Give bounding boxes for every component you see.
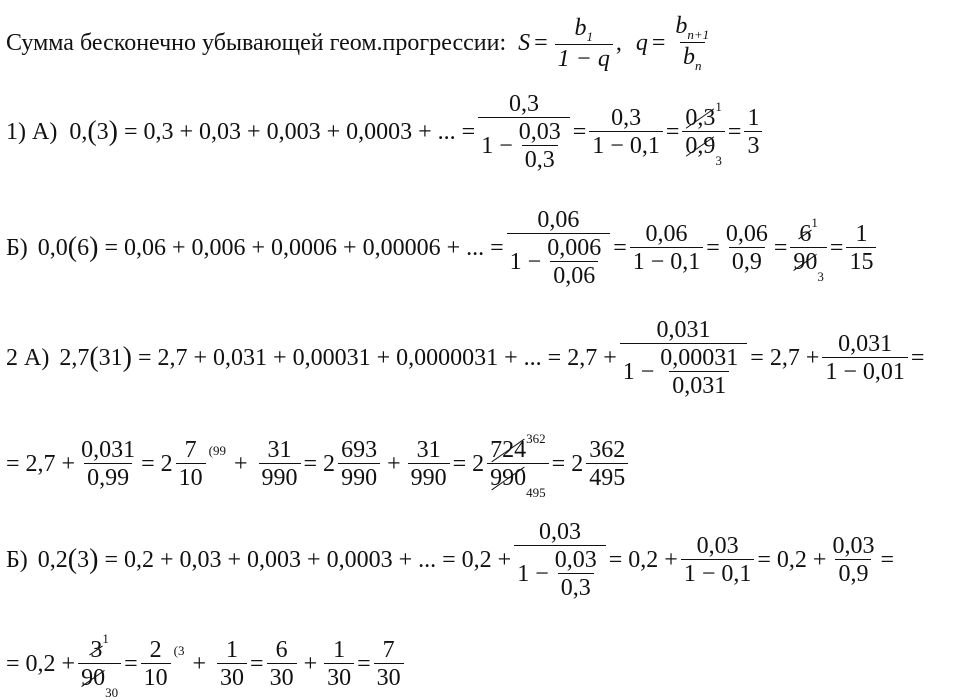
fraction <box>408 438 450 490</box>
comma: , <box>615 30 622 56</box>
fraction-numerator: 0,031 <box>81 437 136 463</box>
fraction-numerator: 1 <box>333 637 346 663</box>
plus: + <box>192 651 207 677</box>
series-expansion: = 0,06 + 0,006 + 0,0006 + 0,00006 + ... = <box>104 235 504 261</box>
fraction-denominator: 0,9 <box>729 247 765 274</box>
fraction-numerator: 1 <box>226 637 239 663</box>
result-fraction <box>586 438 628 490</box>
header-text: Сумма бесконечно убывающей геом.прогрессии: <box>6 30 507 56</box>
fraction-numerator: 0,031 <box>656 317 711 343</box>
equals-expression: = 2 <box>551 451 584 477</box>
fraction-numerator: 0,03 <box>554 547 597 573</box>
fraction-denominator: 990 <box>259 463 301 490</box>
result-fraction <box>846 222 876 274</box>
equals: = <box>665 119 680 145</box>
fraction-denominator: 10 <box>141 663 171 690</box>
period: 3 <box>77 547 90 573</box>
fraction-numerator: 1 <box>747 105 760 131</box>
ratio-formula-fraction <box>672 14 712 72</box>
fraction <box>723 222 771 274</box>
equals: = <box>124 651 138 677</box>
fraction-numerator: 693 <box>341 437 378 463</box>
cancelled-numerator: 724 <box>490 437 527 463</box>
cancel-note: 3 <box>817 269 824 284</box>
fraction <box>259 438 301 490</box>
series-expansion: = 2,7 + 0,031 + 0,00031 + 0,0000031 + ... = 2,7 + <box>137 345 617 371</box>
equals: = <box>880 547 894 573</box>
cancel-note: 3 <box>715 153 722 168</box>
equals: = <box>829 235 844 261</box>
fraction-denominator: 30 <box>324 663 354 690</box>
fraction-denominator: 1 − 0,1 <box>589 131 663 158</box>
cancelled-fraction <box>790 215 827 284</box>
equals: = <box>572 119 587 145</box>
fraction-denominator: 0,9 <box>835 559 871 586</box>
fraction-numerator: 0,00031 <box>660 345 739 371</box>
problem-1a: 1) А) 0, ( 3 ) = 0,3 + 0,03 + 0,003 + 0,0003 + ... = 0,3 1 − $\frac{0,03}{0,3}$ = $\frac{0,3}{1 - 0,1}$ = $\frac{0,3^1}{0,9_3}$ = $\frac{1}{3}$ <box>6 92 765 172</box>
cancel-note: 495 <box>526 485 546 500</box>
problem-2a-continued <box>6 431 631 500</box>
equals-expression: = 2,7 + <box>750 345 820 371</box>
fraction <box>829 534 877 586</box>
den-prefix: 1 − <box>622 359 655 385</box>
fraction-denominator: 990 <box>408 463 450 490</box>
fraction-denominator: 30 <box>267 663 297 690</box>
equals-expression: = 0,2 + <box>6 651 76 677</box>
inner-fraction <box>552 548 600 600</box>
cancelled-numerator: 3 <box>90 637 103 663</box>
fraction <box>176 438 206 490</box>
problem-2a: 2 А) 2,7 ( 31 ) = 2,7 + 0,031 + 0,00031 + 0,0000031 + ... = 2,7 + 0,031 1 − $\frac{0,00031}{0,031}$ = 2,7 + $\frac{0,031}{1 - 0,01}$ = <box>6 317 925 399</box>
fraction-denominator: 990 <box>338 463 380 490</box>
equals: = <box>727 119 742 145</box>
plus: + <box>303 651 318 677</box>
fraction-denominator: 1 − 0,1 <box>630 247 704 274</box>
series-expansion: = 0,2 + 0,03 + 0,003 + 0,0003 + ... = 0,2 + <box>104 547 512 573</box>
plus: + <box>233 451 248 477</box>
b-symbol: b <box>574 14 587 41</box>
fraction-numerator: 2 <box>149 637 162 663</box>
fraction-numerator: 31 <box>416 437 441 463</box>
fraction <box>822 332 908 384</box>
b-subscript: n+1 <box>687 27 710 42</box>
fraction-denominator: 10 <box>176 463 206 490</box>
fraction-numerator: 0,03 <box>538 519 581 545</box>
problem-label: Б) <box>6 547 28 573</box>
period: 3 <box>96 119 109 145</box>
fraction-denominator: 1 − 0,1 <box>681 559 755 586</box>
decimal-lhs: 0, <box>69 119 88 145</box>
fraction-numerator: 0,06 <box>725 221 768 247</box>
equals: = <box>613 235 627 261</box>
cancelled-fraction <box>682 99 725 168</box>
problem-label: 1) А) <box>6 119 58 145</box>
fraction <box>514 520 606 600</box>
fraction-denominator <box>620 343 748 398</box>
equals-expression: = 2 <box>303 451 336 477</box>
sum-formula-fraction <box>555 16 613 71</box>
equals-expression: = 2 <box>452 451 485 477</box>
fraction-denominator: 30 <box>217 663 247 690</box>
one-minus-q: 1 − q <box>555 44 613 71</box>
fraction-numerator: 362 <box>589 437 626 463</box>
b-subscript: 1 <box>586 28 593 44</box>
den-prefix: 1 − <box>481 133 513 159</box>
problem-1b: Б) 0,0 ( 6 ) = 0,06 + 0,006 + 0,0006 + 0,00006 + ... = 0,06 1 − $\frac{0,006}{0,06}$ = $\frac{0,06}{1 - 0,1}$ = $\frac{0,06}{0,9}$ = $\frac{6^1}{90_3}$ = $\frac{1}{15}$ <box>6 208 879 288</box>
fraction-numerator: 0,06 <box>537 207 580 233</box>
cancelled-denominator: 0,9 <box>685 133 716 159</box>
fraction <box>620 318 748 398</box>
fraction-denominator: 495 <box>586 463 628 490</box>
decimal-lhs: 0,2 <box>37 547 68 573</box>
period: 6 <box>77 235 90 261</box>
b-symbol: b <box>683 44 696 70</box>
equals-expression: = 0,2 + <box>757 547 827 573</box>
fraction <box>217 638 247 690</box>
fraction-numerator: 0,006 <box>547 235 602 261</box>
fraction-denominator <box>478 117 570 172</box>
equals-expression: = 2,7 + <box>6 451 76 477</box>
b-symbol: b <box>675 13 688 39</box>
cancel-note: 362 <box>526 431 546 446</box>
result-fraction <box>744 106 762 158</box>
fraction-denominator <box>507 233 611 288</box>
equals: = <box>773 235 788 261</box>
fraction <box>630 222 704 274</box>
fraction <box>324 638 354 690</box>
cancel-note: 30 <box>105 685 119 700</box>
fraction-numerator: 7 <box>184 437 197 463</box>
problem-2b-continued <box>6 631 407 700</box>
cancelled-denominator: 990 <box>490 465 527 491</box>
fraction-numerator: 6 <box>275 637 288 663</box>
equals-expression: = 2 <box>141 451 173 477</box>
fraction-numerator: 0,06 <box>645 221 688 247</box>
fraction-numerator: 1 <box>855 221 868 247</box>
q-symbol: q <box>635 30 648 56</box>
cancel-note: 1 <box>102 631 109 646</box>
fraction-denominator: 0,031 <box>669 371 729 398</box>
result-fraction <box>374 638 404 690</box>
fraction-denominator: 0,99 <box>84 463 132 490</box>
equals: = <box>357 651 371 677</box>
cancelled-fraction <box>487 431 549 500</box>
cancelled-denominator: 90 <box>793 249 818 275</box>
fraction-denominator: 0,3 <box>522 145 558 172</box>
equals: = <box>250 651 264 677</box>
cancelled-numerator: 0,3 <box>685 105 716 131</box>
decimal-lhs: 0,0 <box>37 235 68 261</box>
fraction-numerator: 31 <box>267 437 292 463</box>
inner-fraction <box>657 346 741 398</box>
series-expansion: = 0,3 + 0,03 + 0,003 + 0,0003 + ... = <box>123 119 476 145</box>
period: 31 <box>98 345 123 371</box>
fraction-denominator <box>514 545 606 600</box>
fraction-numerator: 0,03 <box>832 533 875 559</box>
cancelled-fraction <box>78 631 121 700</box>
fraction-denominator: 3 <box>744 131 762 158</box>
b-subscript: n <box>695 58 702 73</box>
den-prefix: 1 − <box>509 249 542 275</box>
equals: = <box>706 235 720 261</box>
decimal-lhs: 2,7 <box>59 345 90 371</box>
formula-header <box>6 14 715 72</box>
fraction-denominator: 0,3 <box>558 573 594 600</box>
cancel-note: 1 <box>715 99 722 114</box>
fraction <box>681 534 755 586</box>
equals: = <box>534 30 548 56</box>
fraction-denominator: 0,06 <box>550 261 598 288</box>
fraction-numerator: 0,03 <box>696 533 739 559</box>
multiplier-note: (99 <box>208 442 226 458</box>
inner-fraction <box>516 120 564 172</box>
fraction-denominator: 15 <box>846 247 876 274</box>
inner-fraction <box>544 236 604 288</box>
cancelled-numerator: 6 <box>799 221 812 247</box>
fraction <box>338 438 380 490</box>
fraction-numerator: 0,3 <box>611 105 642 131</box>
fraction-numerator: 0,031 <box>838 331 893 357</box>
equals: = <box>651 30 666 56</box>
fraction-numerator: 0,03 <box>518 119 561 145</box>
fraction <box>141 638 171 690</box>
fraction-numerator: 0,3 <box>508 91 539 117</box>
fraction <box>589 106 663 158</box>
fraction <box>267 638 297 690</box>
fraction <box>507 208 611 288</box>
problem-2b: Б) 0,2 ( 3 ) = 0,2 + 0,03 + 0,003 + 0,0003 + ... = 0,2 + 0,03 1 − $\frac{0,03}{0,3}$ = 0,2 + $\frac{0,03}{1 - 0,1}$ = 0,2 + $\frac{0,03}{0,9}$ = <box>6 519 894 601</box>
cancel-note: 1 <box>811 215 818 230</box>
problem-label: Б) <box>6 235 28 261</box>
fraction-denominator: 1 − 0,01 <box>822 357 908 384</box>
fraction-numerator: 7 <box>382 637 395 663</box>
fraction <box>78 438 138 490</box>
equals: = <box>910 345 925 371</box>
multiplier-note: (3 <box>173 642 185 658</box>
fraction <box>478 92 570 172</box>
plus: + <box>387 451 401 477</box>
problem-label: 2 А) <box>6 345 50 371</box>
cancelled-denominator: 90 <box>81 665 106 691</box>
fraction-denominator: 30 <box>374 663 404 690</box>
sum-symbol: S <box>518 30 531 56</box>
equals-expression: = 0,2 + <box>608 547 678 573</box>
den-prefix: 1 − <box>517 561 549 587</box>
